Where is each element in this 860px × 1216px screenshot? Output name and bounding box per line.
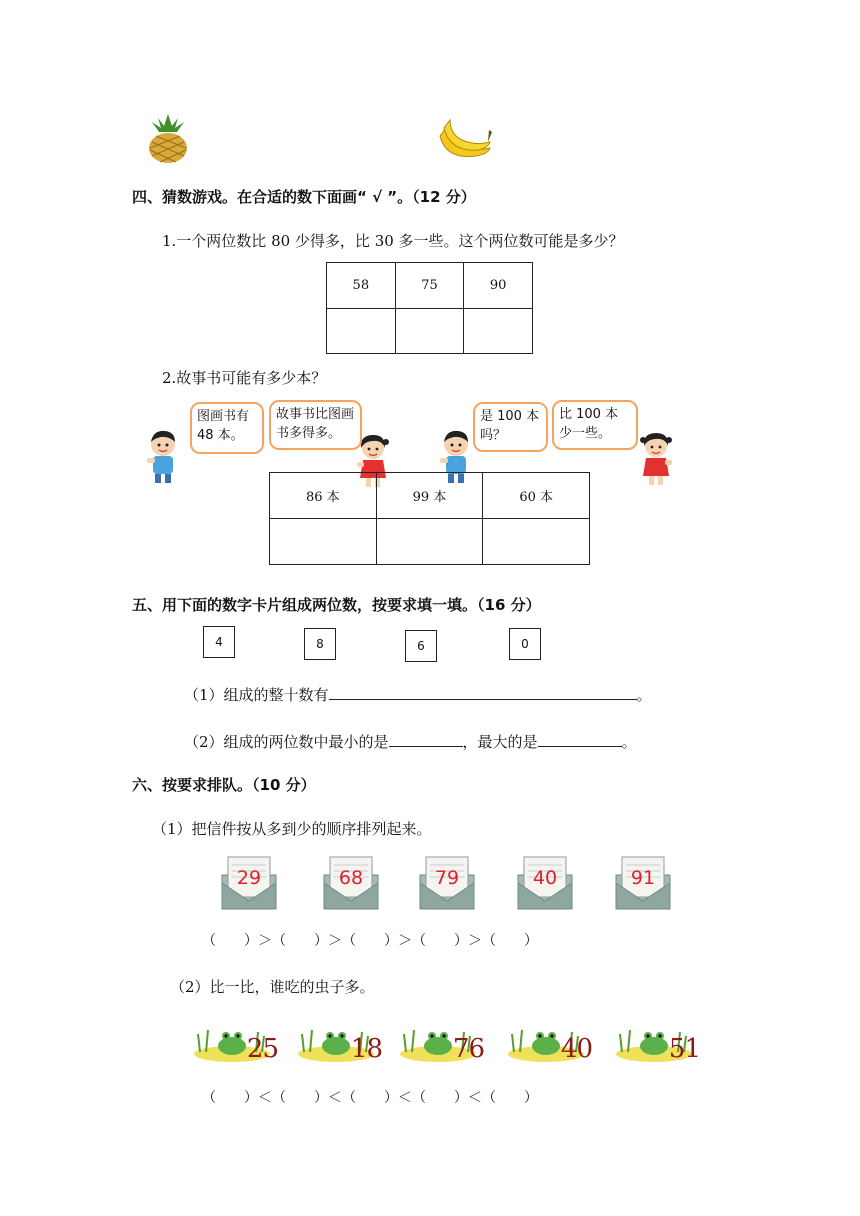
- envelope-icon: [220, 855, 278, 911]
- answer-cell[interactable]: [464, 309, 533, 354]
- option-cell: 86 本: [270, 473, 377, 519]
- number-card: 4: [203, 626, 235, 658]
- girl-icon: [637, 430, 675, 486]
- section-6-heading: 六、按要求排队。（10 分）: [132, 776, 316, 794]
- question-text: （1）组成的整十数有: [184, 686, 329, 704]
- question-text: ，最大的是: [462, 733, 538, 751]
- answer-cell[interactable]: [270, 519, 377, 565]
- question-2: 2.故事书可能有多少本？: [162, 369, 327, 387]
- question-text: （2）组成的两位数中最小的是: [184, 733, 389, 751]
- ordering-line-2: （ ）＜（ ）＜（ ）＜（ ）＜（ ）: [202, 1090, 538, 1106]
- question-1: 1.一个两位数比 80 少得多，比 30 多一些。这个两位数可能是多少？: [162, 232, 624, 250]
- speech-bubble: 图画书有48 本。: [190, 402, 264, 454]
- envelope-icon: [614, 855, 672, 911]
- number-card: 8: [304, 628, 336, 660]
- section-6-question-2: （2）比一比，谁吃的虫子多。: [170, 978, 375, 996]
- envelope-icon: [516, 855, 574, 911]
- answer-cell[interactable]: [395, 309, 464, 354]
- end-punct: 。: [636, 686, 652, 704]
- speech-bubble: 比 100 本少一些。: [552, 400, 638, 450]
- frog-number: 25: [246, 1034, 278, 1064]
- envelope-icon: [418, 855, 476, 911]
- speech-bubble: 是 100 本吗？: [473, 402, 548, 452]
- speech-bubble: 故事书比图画书多得多。: [269, 400, 362, 450]
- section-6-question-1: （1）把信件按从多到少的顺序排列起来。: [152, 820, 432, 838]
- envelope-number: 29: [236, 867, 262, 889]
- option-cell: 90: [464, 263, 533, 309]
- envelope-number: 91: [630, 867, 656, 889]
- frog-number: 76: [452, 1034, 484, 1064]
- answer-blank[interactable]: [329, 683, 637, 700]
- end-punct: 。: [621, 733, 637, 751]
- frog-number: 40: [560, 1034, 592, 1064]
- option-cell: 58: [327, 263, 396, 309]
- envelope-icon: [322, 855, 380, 911]
- frog-pond-icon: [398, 1020, 484, 1064]
- option-cell: 75: [395, 263, 464, 309]
- question-1-table: [326, 262, 533, 354]
- frog-pond-icon: [614, 1020, 700, 1064]
- section-4-heading: 四、猜数游戏。在合适的数下面画“ √ ”。（12 分）: [132, 188, 476, 206]
- frog-number: 51: [668, 1034, 700, 1064]
- frog-pond-icon: [506, 1020, 592, 1064]
- envelope-number: 40: [532, 867, 558, 889]
- answer-cell[interactable]: [376, 519, 483, 565]
- option-cell: 99 本: [376, 473, 483, 519]
- banana-icon: [436, 114, 494, 162]
- answer-blank[interactable]: [538, 730, 622, 747]
- section-5-question-1: [184, 683, 652, 705]
- number-card: 0: [509, 628, 541, 660]
- frog-number: 18: [350, 1034, 382, 1064]
- pineapple-icon: [144, 112, 192, 164]
- ordering-line-1: （ ）＞（ ）＞（ ）＞（ ）＞（ ）: [202, 933, 538, 949]
- boy-icon: [143, 428, 183, 484]
- answer-cell[interactable]: [483, 519, 590, 565]
- question-2-table: [269, 472, 590, 565]
- number-card: 6: [405, 630, 437, 662]
- answer-blank[interactable]: [389, 730, 463, 747]
- section-5-question-2: [184, 730, 637, 752]
- section-5-heading: 五、用下面的数字卡片组成两位数，按要求填一填。（16 分）: [132, 596, 541, 614]
- envelope-number: 79: [434, 867, 460, 889]
- frog-pond-icon: [192, 1020, 278, 1064]
- option-cell: 60 本: [483, 473, 590, 519]
- answer-cell[interactable]: [327, 309, 396, 354]
- frog-pond-icon: [296, 1020, 382, 1064]
- envelope-number: 68: [338, 867, 364, 889]
